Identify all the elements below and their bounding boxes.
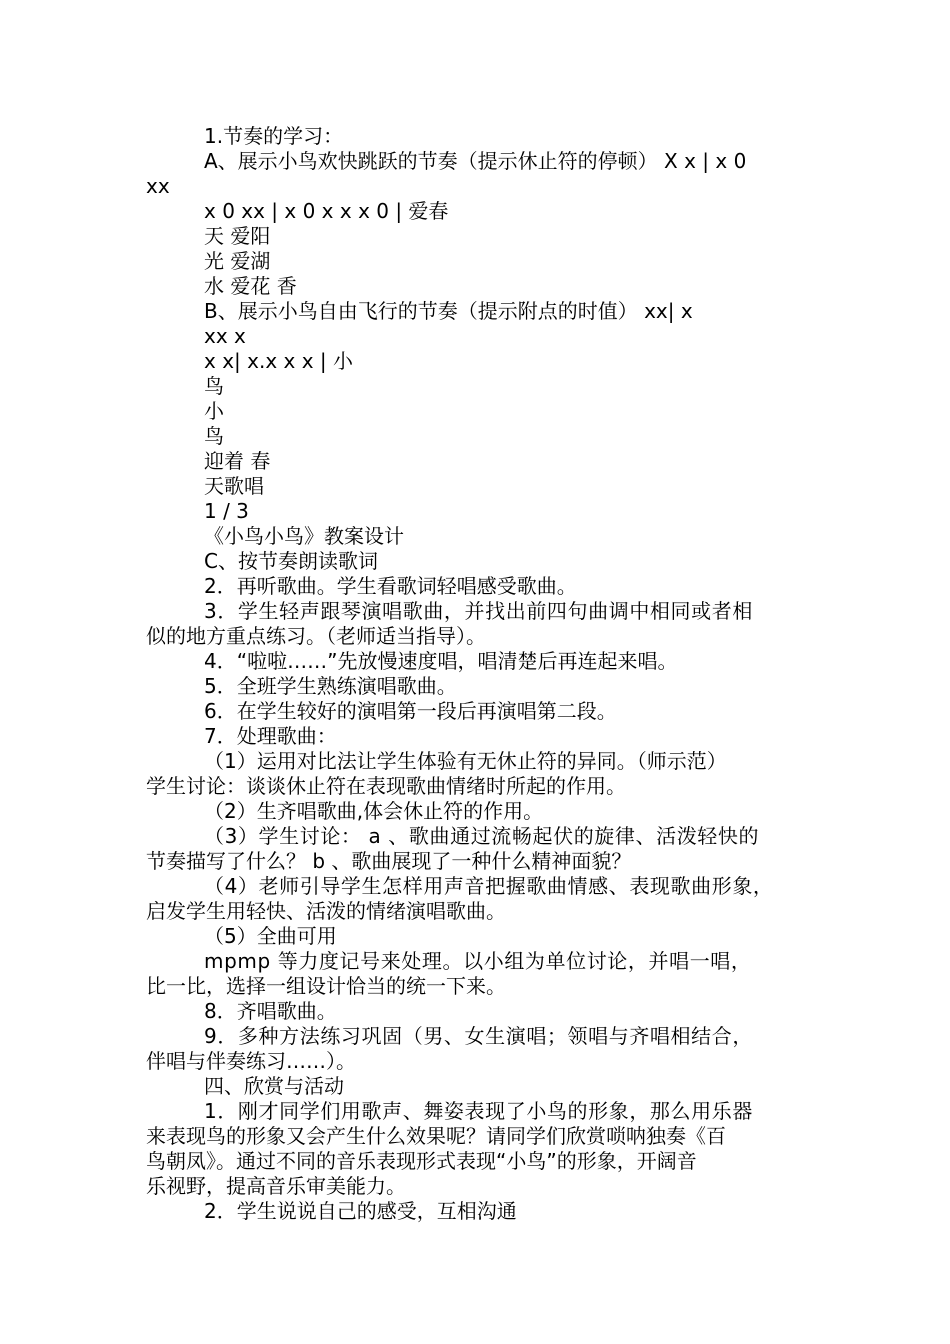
text-line: B、展示小鸟自由飞行的节奏（提示附点的时值） xx| x xyxy=(204,299,693,323)
text-line: 鸟朝凤》。通过不同的音乐表现形式表现“小鸟”的形象，开阔音 xyxy=(146,1149,697,1173)
text-line: （1）运用对比法让学生体验有无休止符的异同。（师示范） xyxy=(204,749,727,773)
text-line: 6．在学生较好的演唱第一段后再演唱第二段。 xyxy=(204,699,617,723)
text-line: 小 xyxy=(204,399,224,423)
text-line: 8．齐唱歌曲。 xyxy=(204,999,337,1023)
document-title: 《小鸟小鸟》教案设计 xyxy=(204,524,404,548)
text-line: （2）生齐唱歌曲,体会休止符的作用。 xyxy=(204,799,544,823)
text-line: 1.节奏的学习： xyxy=(204,124,344,148)
text-line: C、按节奏朗读歌词 xyxy=(204,549,378,573)
text-line: 天歌唱 xyxy=(204,474,264,498)
text-line: xx xyxy=(146,174,170,198)
text-line: xx x xyxy=(204,324,246,348)
text-line: 来表现鸟的形象又会产生什么效果呢？请同学们欣赏唢呐独奏《百 xyxy=(146,1124,726,1148)
text-line: 鸟 xyxy=(204,374,224,398)
text-line: 迎着 春 xyxy=(204,449,271,473)
page-number: 1 / 3 xyxy=(204,499,249,523)
text-line: （3）学生讨论： a 、歌曲通过流畅起伏的旋律、活泼轻快的 xyxy=(204,824,760,848)
text-line: 节奏描写了什么？ b 、歌曲展现了一种什么精神面貌？ xyxy=(146,849,632,873)
section-heading: 四、欣赏与活动 xyxy=(204,1074,344,1098)
text-line: 鸟 xyxy=(204,424,224,448)
text-line: （4）老师引导学生怎样用声音把握歌曲情感、表现歌曲形象， xyxy=(204,874,774,898)
text-line: 乐视野，提高音乐审美能力。 xyxy=(146,1174,406,1198)
text-line: 学生讨论：谈谈休止符在表现歌曲情绪时所起的作用。 xyxy=(146,774,626,798)
text-line: 3．学生轻声跟琴演唱歌曲，并找出前四句曲调中相同或者相 xyxy=(204,599,753,623)
text-line: 伴唱与伴奏练习……）。 xyxy=(146,1049,356,1073)
text-line: 水 爱花 香 xyxy=(204,274,297,298)
text-line: （5）全曲可用 xyxy=(204,924,337,948)
text-line: 5．全班学生熟练演唱歌曲。 xyxy=(204,674,457,698)
text-line: mpmp 等力度记号来处理。以小组为单位讨论，并唱一唱， xyxy=(204,949,752,973)
text-line: x 0 xx | x 0 x x x 0 | 爱春 xyxy=(204,199,449,223)
text-line: 7．处理歌曲： xyxy=(204,724,337,748)
text-line: 比一比，选择一组设计恰当的统一下来。 xyxy=(146,974,506,998)
text-line: 4．“啦啦……”先放慢速度唱，唱清楚后再连起来唱。 xyxy=(204,649,678,673)
text-line: 光 爱湖 xyxy=(204,249,271,273)
text-line: 2．再听歌曲。学生看歌词轻唱感受歌曲。 xyxy=(204,574,577,598)
text-line: 2．学生说说自己的感受，互相沟通 xyxy=(204,1199,517,1223)
text-line: x x| x.x x x | 小 xyxy=(204,349,353,373)
text-line: 启发学生用轻快、活泼的情绪演唱歌曲。 xyxy=(146,899,506,923)
text-line: 似的地方重点练习。（老师适当指导）。 xyxy=(146,624,486,648)
text-line: 1．刚才同学们用歌声、舞姿表现了小鸟的形象，那么用乐器 xyxy=(204,1099,753,1123)
text-line: 天 爱阳 xyxy=(204,224,271,248)
text-line: A、展示小鸟欢快跳跃的节奏（提示休止符的停顿） X x | x 0 xyxy=(204,149,747,173)
text-line: 9．多种方法练习巩固（男、女生演唱；领唱与齐唱相结合， xyxy=(204,1024,753,1048)
